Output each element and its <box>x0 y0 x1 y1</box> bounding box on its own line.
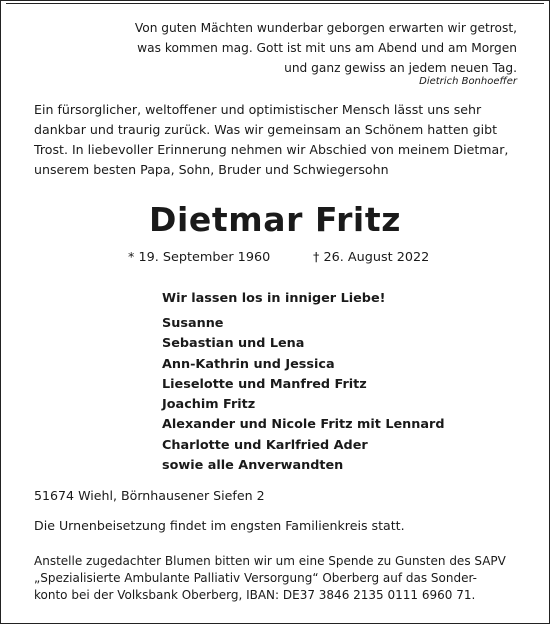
donation-line: „Spezialisierte Ambulante Palliativ Versorgung“ Oberberg auf das Sonder- <box>34 571 477 586</box>
birth-date: * 19. September 1960 <box>128 250 271 265</box>
mourner-item: Joachim Fritz <box>162 397 256 413</box>
intro-line: unserem besten Papa, Sohn, Bruder und Schwiegersohn <box>34 162 389 177</box>
donation-notice <box>34 553 534 605</box>
family-address: 51674 Wiehl, Börnhausener Siefen 2 <box>34 488 265 503</box>
mourner-item: sowie alle Anverwandten <box>162 458 344 474</box>
mourner-item: Ann-Kathrin und Jessica <box>162 356 335 372</box>
bonhoeffer-quote <box>97 18 517 78</box>
quote-line: Von guten Mächten wunderbar geborgen erwarten wir getrost, <box>134 21 517 35</box>
deceased-name: Dietmar Fritz <box>148 200 402 239</box>
intro-paragraph <box>34 100 520 180</box>
donation-line: Anstelle zugedachter Blumen bitten wir um eine Spende zu Gunsten des SAPV <box>34 554 506 568</box>
top-rule <box>6 3 544 4</box>
quote-line: was kommen mag. Gott ist mit uns am Abend und am Morgen <box>137 41 517 55</box>
urn-notice: Die Urnenbeisetzung findet im engsten Familienkreis statt. <box>34 518 405 533</box>
mourner-item: Charlotte und Karlfried Ader <box>162 437 368 453</box>
quote-author: Dietrich Bonhoeffer <box>419 76 517 87</box>
mourner-item: Alexander und Nicole Fritz mit Lennard <box>162 417 445 433</box>
mourner-item: Lieselotte und Manfred Fritz <box>162 376 367 392</box>
mourners-list <box>162 314 445 476</box>
intro-line: Ein fürsorglicher, weltoffener und optimistischer Mensch lässt uns sehr <box>34 102 482 117</box>
death-date: † 26. August 2022 <box>313 250 430 265</box>
intro-line: dankbar und traurig zurück. Was wir gemeinsam an Schönem hatten gibt <box>34 122 498 137</box>
mourner-item: Susanne <box>162 316 224 331</box>
mourners-block <box>162 292 445 476</box>
mourner-item: Sebastian und Lena <box>162 336 305 352</box>
mourners-heading: Wir lassen los in inniger Liebe! <box>162 291 386 306</box>
donation-line: konto bei der Volksbank Oberberg, IBAN: DE37 3846 2135 0111 6960 71. <box>34 588 476 603</box>
intro-line: Trost. In liebevoller Erinnerung nehmen wir Abschied von meinem Dietmar, <box>34 142 509 157</box>
quote-line: und ganz gewiss an jedem neuen Tag. <box>284 61 517 75</box>
